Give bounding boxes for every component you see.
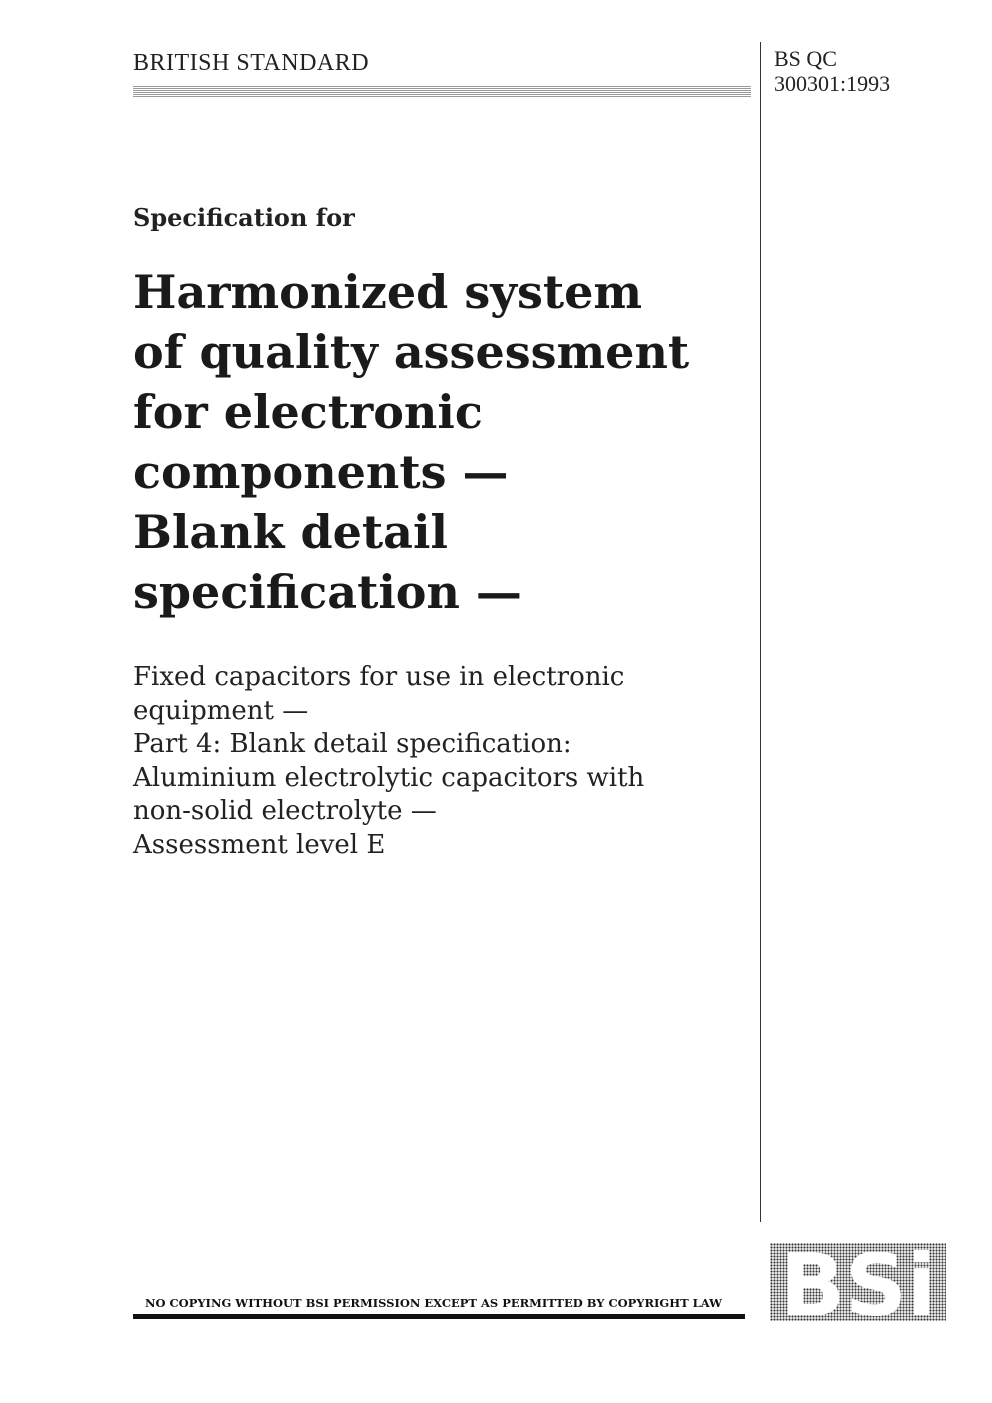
subtitle — [133, 661, 753, 862]
main-title-line: Blank detail — [133, 505, 448, 559]
footer-rule — [133, 1314, 745, 1319]
main-title-line: for electronic — [133, 385, 483, 439]
main-title-line: of quality assessment — [133, 325, 690, 379]
main-title-line: specification — — [133, 565, 522, 619]
vertical-divider — [760, 42, 761, 1222]
main-title-line: components — — [133, 445, 509, 499]
subtitle-line: Aluminium electrolytic capacitors with — [133, 762, 645, 793]
subtitle-line: Part 4: Blank detail specification: — [133, 729, 572, 759]
bsi-logo — [770, 1243, 946, 1321]
header-rule — [133, 86, 751, 98]
bsi-logo-letters: BSi — [779, 1243, 937, 1321]
subtitle-line: non-solid electrolyte — — [133, 796, 437, 826]
standard-number-line-2: 300301:1993 — [774, 71, 891, 96]
main-title — [133, 262, 743, 622]
subtitle-line: Assessment level E — [133, 829, 386, 860]
main-title-line: Harmonized system — [133, 265, 643, 319]
document-series-label: BRITISH STANDARD — [133, 50, 370, 76]
standard-number-line-1: BS QC — [774, 46, 837, 71]
copyright-notice: NO COPYING WITHOUT BSI PERMISSION EXCEPT AS PERMITTED BY COPYRIGHT LAW — [145, 1296, 723, 1310]
specification-intro: Specification for — [133, 203, 355, 232]
subtitle-line: Fixed capacitors for use in electronic — [133, 662, 625, 692]
standard-number — [774, 46, 890, 96]
bsi-logo-icon — [770, 1243, 946, 1321]
subtitle-line: equipment — — [133, 695, 309, 726]
